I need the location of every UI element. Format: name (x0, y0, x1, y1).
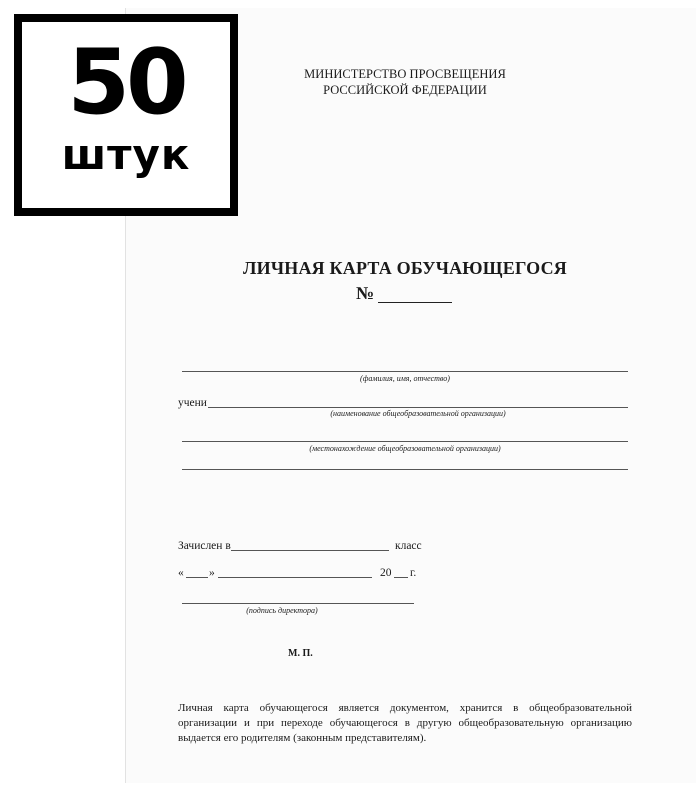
org-name-field-line[interactable] (208, 407, 628, 408)
ministry-header (300, 66, 510, 98)
director-caption: (подпись директора) (246, 606, 318, 615)
stamp-label: М. П. (288, 648, 313, 659)
ministry-line-1: МИНИСТЕРСТВО ПРОСВЕЩЕНИЯ (304, 67, 506, 81)
badge-count: 50 (67, 30, 185, 135)
org-name-caption: (наименование общеобразовательной организации) (330, 409, 506, 418)
year-prefix: 20 (380, 567, 392, 579)
date-open-quote: « (178, 567, 184, 579)
org-location-extra-line[interactable] (182, 469, 628, 470)
number-field-line[interactable] (378, 302, 452, 303)
date-close-quote: » (209, 567, 215, 579)
day-field-line[interactable] (186, 577, 208, 578)
quantity-badge (14, 14, 238, 216)
class-label: класс (395, 540, 422, 552)
number-label: № (356, 283, 375, 303)
fio-caption: (фамилия, имя, отчество) (360, 374, 450, 383)
document-title: ЛИЧНАЯ КАРТА ОБУЧАЮЩЕГОСЯ (243, 258, 567, 278)
year-field-line[interactable] (394, 577, 408, 578)
month-field-line[interactable] (218, 577, 372, 578)
org-location-field-line[interactable] (182, 441, 628, 442)
class-field-line[interactable] (231, 550, 389, 551)
student-label: учени (178, 397, 207, 409)
badge-unit: штук (61, 130, 191, 179)
director-signature-line[interactable] (182, 603, 414, 604)
ministry-line-2: РОССИЙСКОЙ ФЕДЕРАЦИИ (323, 83, 487, 97)
footer-note: Личная карта обучающегося является документом, хранится в общеобразовательной организации и при переходе обучающегося в другую общеобразовательную организацию выдается его родителям (законным представителям). (178, 702, 632, 744)
enrolled-label: Зачислен в (178, 540, 231, 552)
org-location-caption: (местонахождение общеобразовательной организации) (309, 444, 501, 453)
fio-field-line[interactable] (182, 371, 628, 372)
year-suffix: г. (410, 567, 417, 579)
